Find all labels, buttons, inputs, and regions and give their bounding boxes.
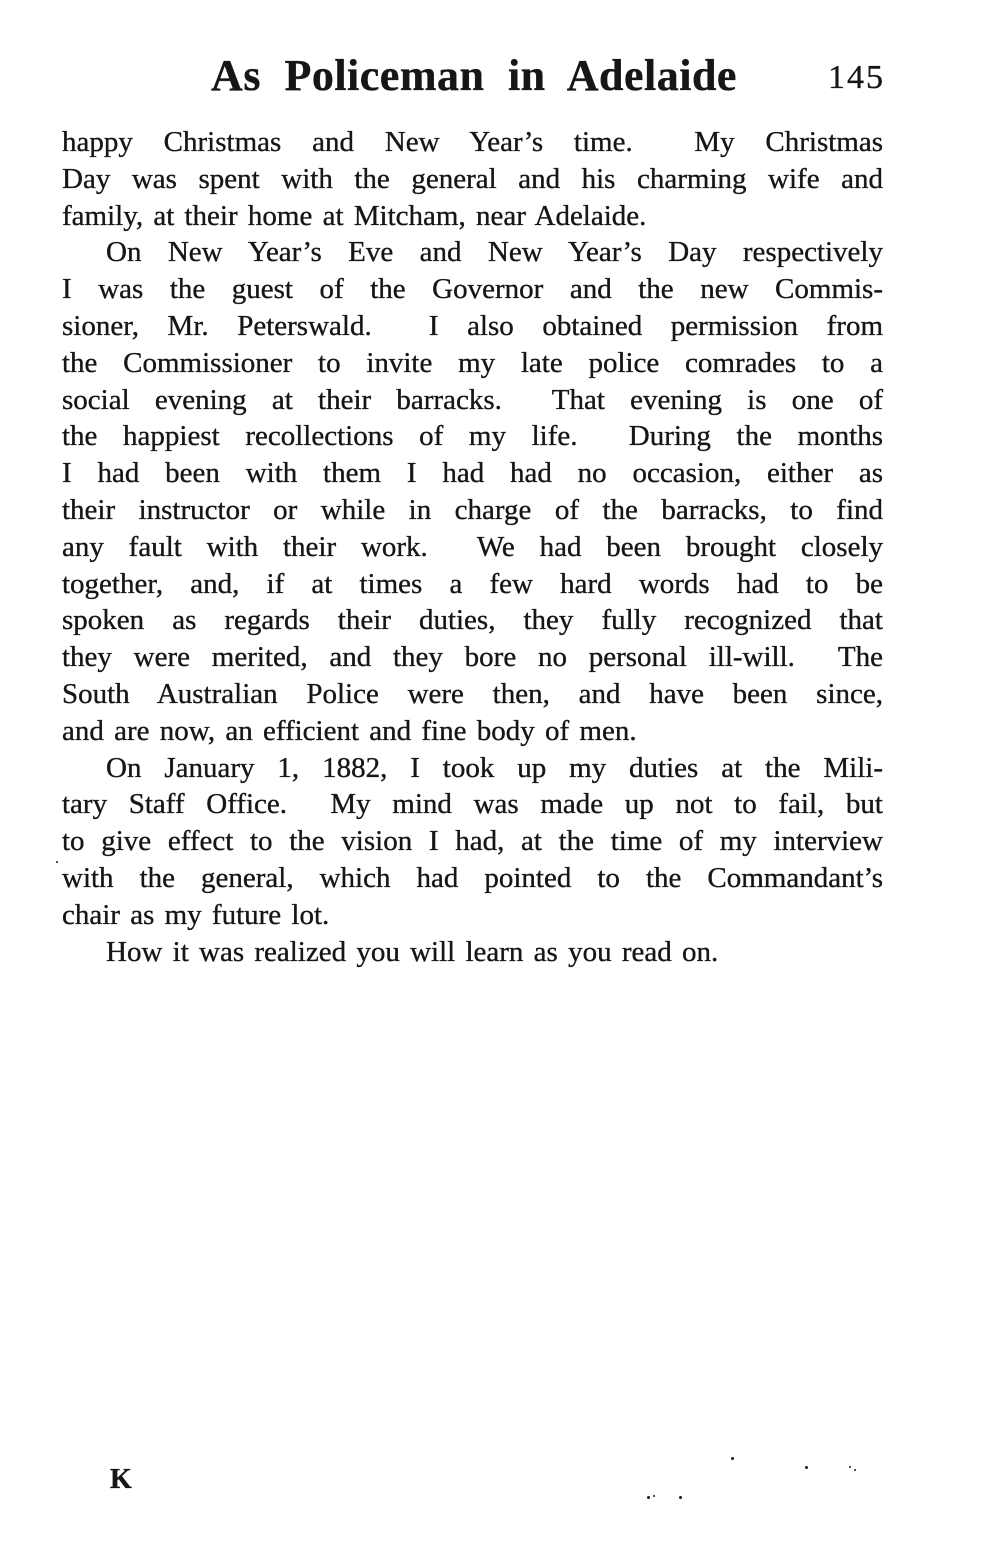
scan-speck (854, 1469, 856, 1471)
scan-speck (849, 1466, 851, 1468)
text-line: together, and, if at times a few hard words had to be (62, 567, 883, 600)
text-line: I had been with them I had had no occasion, either as (62, 457, 883, 490)
signature-mark: K (110, 1464, 132, 1495)
text-line: On New Year’s Eve and New Year’s Day respectively (106, 236, 883, 269)
text-line: and are now, an efficient and fine body of men. (62, 714, 637, 747)
scan-speck (679, 1496, 682, 1499)
scan-speck (647, 1496, 650, 1499)
text-line: the happiest recollections of my life. During the months (62, 420, 883, 453)
scan-speck (731, 1457, 734, 1460)
text-line: any fault with their work. We had been brought closely (62, 530, 883, 563)
text-line: their instructor or while in charge of the barracks, to find (62, 493, 883, 526)
text-line: How it was realized you will learn as you read on. (106, 935, 719, 968)
text-line: chair as my future lot. (62, 898, 330, 931)
running-head: As Policeman in Adelaide (211, 51, 737, 100)
text-line: to give effect to the vision I had, at the time of my interview (62, 825, 883, 858)
paragraph (62, 124, 883, 234)
scan-speck (653, 1495, 655, 1497)
text-line: spoken as regards their duties, they fully recognized that (62, 604, 883, 637)
paragraph (62, 934, 883, 971)
text-line: happy Christmas and New Year’s time. My Christmas (62, 126, 883, 158)
scan-speck (805, 1466, 808, 1469)
text-line: social evening at their barracks. That evening is one of (62, 383, 883, 416)
text-line: I was the guest of the Governor and the new Commis- (62, 273, 883, 306)
text-line: the Commissioner to invite my late police comrades to a (62, 346, 883, 379)
text-line: family, at their home at Mitcham, near Adelaide. (62, 199, 647, 232)
text-line: Day was spent with the general and his charming wife and (62, 162, 883, 195)
paragraph (62, 234, 883, 749)
text-line: sioner, Mr. Peterswald. I also obtained permission from (62, 309, 883, 342)
text-line: they were merited, and they bore no personal ill-will. The (62, 641, 883, 674)
page-header (63, 50, 885, 102)
paragraph (62, 750, 883, 934)
scan-speck (56, 861, 58, 863)
page-body (62, 124, 883, 970)
text-line: On January 1, 1882, I took up my duties at the Mili- (106, 751, 883, 784)
text-line: South Australian Police were then, and have been since, (62, 677, 883, 710)
text-line: tary Staff Office. My mind was made up not to fail, but (62, 788, 883, 821)
page-number: 145 (828, 59, 885, 96)
text-line: with the general, which had pointed to the Commandant’s (62, 861, 883, 894)
